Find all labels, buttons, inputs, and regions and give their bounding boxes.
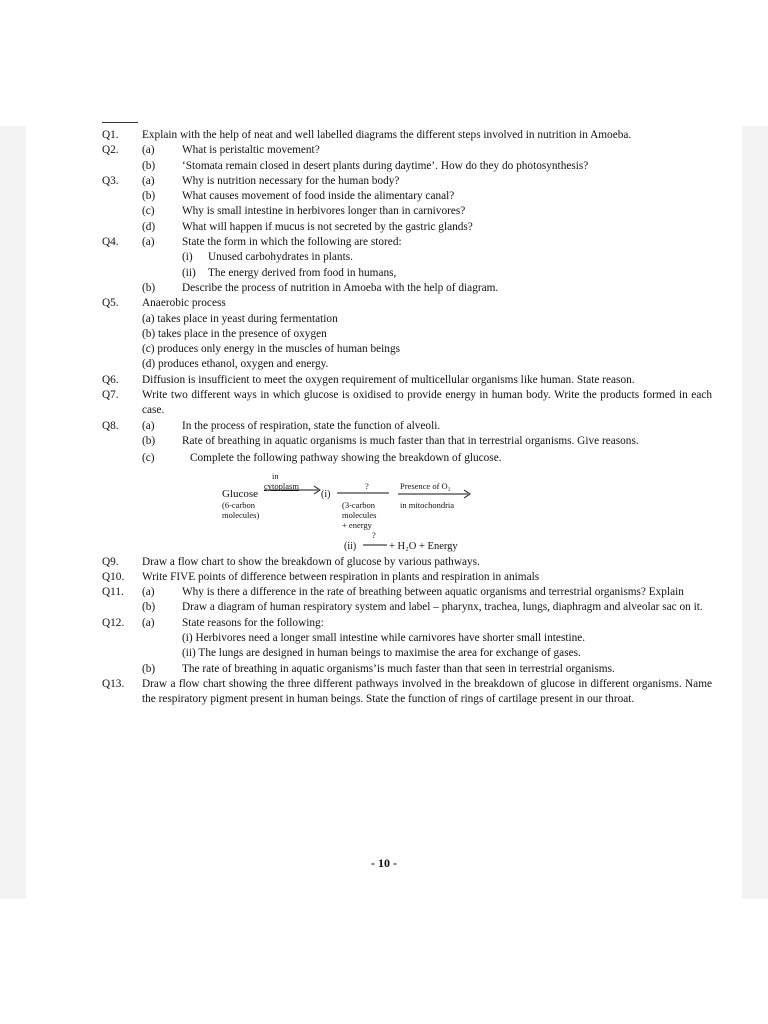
question-text: What will happen if mucus is not secreted by the gastric glands? — [182, 220, 473, 233]
part-label: (a) — [142, 616, 155, 629]
part-label: (a) — [142, 236, 155, 249]
part-label: (b) — [142, 601, 156, 614]
option-d: (d) produces ethanol, oxygen and energy. — [142, 358, 329, 371]
question-text: Why is small intestine in herbivores longer than in carnivores? — [182, 205, 466, 218]
part-label: (c) — [142, 452, 155, 465]
arrow-to-i — [264, 485, 324, 495]
question-text: State the form in which the following are stored: — [182, 236, 402, 249]
part-label: (b) — [142, 281, 156, 294]
question-text: Draw a flow chart showing the three different pathways involved in the breakdown of glucose in different organisms. Name the respiratory pigment present in human beings. State the function of rings of cartilage present in our throat. — [142, 677, 712, 706]
question-text: Draw a diagram of human respiratory system and label – pharynx, trachea, lungs, diaphragm and alveolar sac on it. — [182, 601, 703, 614]
option-b: (b) takes place in the presence of oxygen — [142, 327, 327, 340]
part-label: (d) — [142, 220, 156, 233]
question-number: Q1. — [102, 129, 119, 141]
reason-i: (i) Herbivores need a longer small intestine while carnivores have shorter small intestine. — [182, 632, 586, 645]
step-i-label: (i) — [321, 488, 331, 500]
unknown-2: ? — [372, 529, 376, 540]
part-label: (b) — [142, 662, 156, 675]
question-list — [102, 128, 712, 708]
question-3a — [102, 174, 712, 189]
question-11a — [102, 585, 712, 600]
glucose-note-1: (6-carbon — [222, 499, 256, 510]
question-text: Unused carbohydrates in plants. — [208, 251, 353, 264]
question-number: Q12. — [102, 616, 125, 629]
question-3c — [102, 204, 712, 219]
line-to-3carbon — [337, 491, 391, 495]
question-text: What is peristaltic movement? — [182, 144, 320, 157]
question-4a-i — [102, 250, 712, 265]
three-carbon-3: + energy — [342, 519, 372, 530]
subpart-label: (ii) — [182, 266, 196, 279]
question-number: Q2. — [102, 144, 119, 157]
question-8c — [102, 451, 712, 466]
question-12a — [102, 616, 712, 662]
question-11b — [102, 600, 712, 615]
option-c: (c) produces only energy in the muscles of human beings — [142, 343, 400, 356]
question-text: Diffusion is insufficient to meet the oxygen requirement of multicellular organisms like human. State reason. — [142, 373, 635, 386]
question-text: Draw a flow chart to show the breakdown of glucose by various pathways. — [142, 555, 480, 568]
question-12b — [102, 662, 712, 677]
question-4a-ii — [102, 266, 712, 281]
part-label: (c) — [142, 205, 155, 218]
question-2b — [102, 159, 712, 174]
question-text: The rate of breathing in aquatic organisms’is much faster than that seen in terrestrial organisms. — [182, 662, 615, 675]
question-number: Q6. — [102, 373, 119, 386]
option-a: (a) takes place in yeast during fermentation — [142, 312, 338, 325]
step-ii-label: (ii) — [344, 540, 357, 552]
question-number: Q5. — [102, 297, 119, 310]
question-8b — [102, 434, 712, 449]
part-label: (b) — [142, 159, 156, 172]
question-number: Q13. — [102, 677, 125, 690]
question-number: Q11. — [102, 586, 124, 599]
question-text: The energy derived from food in humans, — [208, 266, 397, 279]
question-6 — [102, 373, 712, 388]
products: + H₂O + Energy — [389, 540, 458, 552]
subpart-label: (i) — [182, 251, 193, 264]
part-label: (b) — [142, 434, 156, 447]
glucose-label: Glucose — [222, 487, 259, 500]
question-1 — [102, 128, 712, 143]
question-9 — [102, 555, 712, 570]
question-13 — [102, 677, 712, 708]
reason-ii: (ii) The lungs are designed in human beings to maximise the area for exchange of gases. — [182, 647, 581, 660]
question-text: State reasons for the following: — [182, 616, 324, 629]
question-text: Rate of breathing in aquatic organisms is much faster than that in terrestrial organisms. Give reasons. — [182, 434, 639, 447]
question-text: Why is there a difference in the rate of breathing between aquatic organisms and terrestrial organisms? Explain — [182, 586, 684, 599]
question-10 — [102, 570, 712, 585]
line-to-products — [363, 543, 389, 547]
question-7 — [102, 388, 712, 419]
three-carbon-1: (3-carbon — [342, 499, 376, 510]
question-number: Q10. — [102, 570, 125, 583]
document-page — [26, 0, 742, 1024]
part-label: (a) — [142, 174, 155, 187]
unknown-1: ? — [365, 480, 369, 491]
question-text: Why is nutrition necessary for the human body? — [182, 174, 400, 187]
glucose-note-2: molecules) — [222, 509, 260, 520]
question-number: Q3. — [102, 174, 119, 187]
presence-o2: Presence of O₂ — [400, 480, 451, 491]
question-text: Write two different ways in which glucose is oxidised to provide energy in human body. Write the products formed in each case. — [142, 389, 712, 417]
right-margin-band — [742, 126, 768, 899]
left-margin-band — [0, 126, 26, 899]
arrow-to-mitochondria — [398, 489, 474, 499]
part-label: (a) — [142, 586, 155, 599]
glucose-pathway-diagram — [182, 467, 712, 555]
question-2a — [102, 143, 712, 158]
question-number: Q7. — [102, 389, 119, 402]
part-label: (a) — [142, 144, 155, 157]
question-number: Q9. — [102, 555, 119, 568]
in-mitochondria: in mitochondria — [400, 499, 455, 510]
part-label: (a) — [142, 419, 155, 432]
question-text: What causes movement of food inside the alimentary canal? — [182, 190, 455, 203]
in-label: in — [272, 470, 279, 481]
question-4a — [102, 235, 712, 250]
question-8a — [102, 419, 712, 434]
question-text: Complete the following pathway showing the breakdown of glucose. — [190, 452, 502, 465]
cytoplasm-label: cytoplasm — [264, 480, 299, 491]
question-number: Q4. — [102, 236, 119, 249]
question-3b — [102, 189, 712, 204]
question-text: Describe the process of nutrition in Amoeba with the help of diagram. — [182, 281, 499, 294]
header-rule — [102, 122, 138, 123]
question-3d — [102, 220, 712, 235]
question-5 — [102, 296, 712, 372]
question-text: Explain with the help of neat and well labelled diagrams the different steps involved in nutrition in Amoeba. — [142, 129, 632, 141]
three-carbon-2: molecules — [342, 509, 377, 520]
question-text: Anaerobic process — [142, 297, 226, 310]
question-4b — [102, 281, 712, 296]
question-text: In the process of respiration, state the function of alveoli. — [182, 419, 441, 432]
question-text: ‘Stomata remain closed in desert plants during daytime’. How do they do photosynthesis? — [182, 159, 589, 172]
part-label: (b) — [142, 190, 156, 203]
question-number: Q8. — [102, 419, 119, 432]
question-text: Write FIVE points of difference between respiration in plants and respiration in animals — [142, 570, 540, 583]
page-number: - 10 - — [371, 856, 397, 870]
